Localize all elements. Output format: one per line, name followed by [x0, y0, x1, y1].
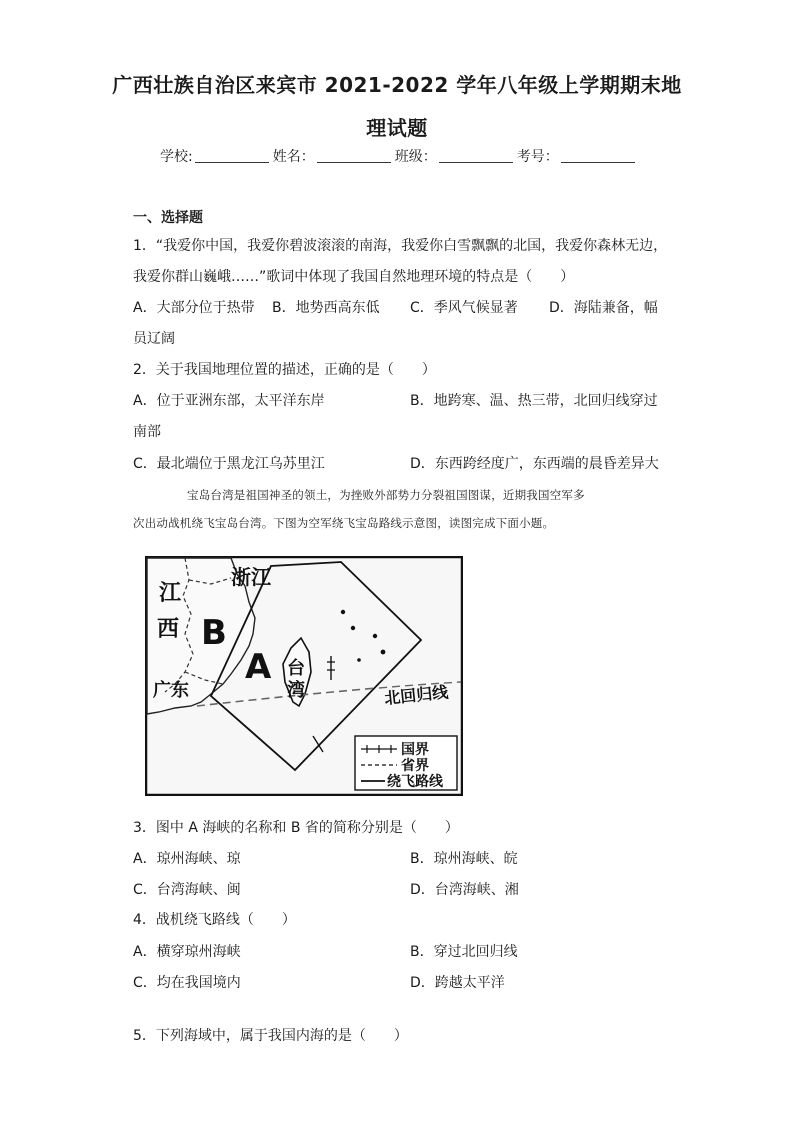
name-label: 姓名： — [272, 149, 315, 165]
label-jiangxi-1: 江 — [159, 581, 182, 606]
label-guangdong: 广东 — [153, 680, 189, 701]
legend-province-border-label: 省界 — [401, 758, 429, 774]
q2-option-a[interactable]: A．位于亚洲东部，太平洋东岸 — [133, 393, 325, 409]
label-taiwan-1: 台 — [287, 658, 305, 679]
passage-line-2: 次出动战机绕飞宝岛台湾。下图为空军绕飞宝岛路线示意图，读图完成下面小题。 — [133, 516, 555, 530]
q1-stem-line-2: 我爱你群山巍峨……”歌词中体现了我国自然地理环境的特点是（ ） — [133, 269, 575, 285]
label-b: B — [201, 613, 227, 653]
q2-stem: 2．关于我国地理位置的描述，正确的是（ ） — [133, 362, 436, 378]
school-blank[interactable] — [195, 148, 269, 163]
school-label: 学校: — [160, 149, 193, 165]
class-label: 班级： — [394, 149, 437, 165]
q2-option-d[interactable]: D．东西跨经度广，东西端的晨昏差异大 — [410, 456, 659, 472]
route-map — [145, 556, 463, 796]
q3-option-c[interactable]: C．台湾海峡、闽 — [133, 882, 241, 898]
page-title-line-1: 广西壮族自治区来宾市 2021-2022 学年八年级上学期期末地 — [112, 73, 682, 97]
island-dot — [351, 626, 355, 630]
legend-flight-route-label: 绕飞路线 — [387, 774, 443, 790]
q3-option-b[interactable]: B．琼州海峡、皖 — [410, 851, 518, 867]
q1-option-a[interactable]: A．大部分位于热带 — [133, 300, 255, 316]
q3-option-d[interactable]: D．台湾海峡、湘 — [410, 882, 519, 898]
id-blank[interactable] — [561, 148, 635, 163]
label-tropic-of-cancer: 北回归线 — [383, 682, 450, 708]
q1-option-d-continued: 员辽阔 — [133, 331, 175, 347]
section-title: 一、选择题 — [133, 210, 203, 226]
label-jiangxi-2: 西 — [157, 617, 180, 642]
student-info-line — [160, 146, 639, 166]
page-title-line-2: 理试题 — [366, 116, 428, 140]
legend-national-border-label: 国界 — [401, 742, 429, 758]
q1-stem-line-1: 1．“我爱你中国，我爱你碧波滚滚的南海，我爱你白雪飘飘的北国，我爱你森林无边， — [133, 238, 668, 254]
q3-stem: 3．图中 A 海峡的名称和 B 省的简称分别是（ ） — [133, 820, 459, 836]
island-dot — [357, 658, 361, 662]
label-taiwan-2: 湾 — [287, 680, 305, 701]
island-dot — [373, 634, 377, 638]
label-a: A — [245, 647, 272, 687]
q4-option-d[interactable]: D．跨越太平洋 — [410, 975, 505, 991]
q1-option-d[interactable]: D．海陆兼备，幅 — [549, 300, 658, 316]
q4-option-b[interactable]: B．穿过北回归线 — [410, 944, 518, 960]
q4-stem: 4．战机绕飞路线（ ） — [133, 912, 296, 928]
island-dot — [381, 650, 386, 655]
passage-line-1: 宝岛台湾是祖国神圣的领土，为挫败外部势力分裂祖国图谋，近期我国空军多 — [187, 488, 585, 502]
q2-option-b[interactable]: B．地跨寒、温、热三带，北回归线穿过 — [410, 393, 658, 409]
q4-option-a[interactable]: A．横穿琼州海峡 — [133, 944, 241, 960]
q1-option-b[interactable]: B．地势西高东低 — [272, 300, 380, 316]
q4-option-c[interactable]: C．均在我国境内 — [133, 975, 241, 991]
q2-option-b-continued: 南部 — [133, 424, 161, 440]
island-dot — [341, 610, 345, 614]
q5-stem: 5．下列海域中，属于我国内海的是（ ） — [133, 1028, 408, 1044]
class-blank[interactable] — [439, 148, 513, 163]
q1-option-c[interactable]: C．季风气候显著 — [410, 300, 518, 316]
name-blank[interactable] — [317, 148, 391, 163]
label-zhejiang: 浙江 — [231, 565, 271, 589]
q2-option-c[interactable]: C．最北端位于黑龙江乌苏里江 — [133, 456, 325, 472]
q3-option-a[interactable]: A．琼州海峡、琼 — [133, 851, 241, 867]
id-label: 考号： — [516, 149, 559, 165]
